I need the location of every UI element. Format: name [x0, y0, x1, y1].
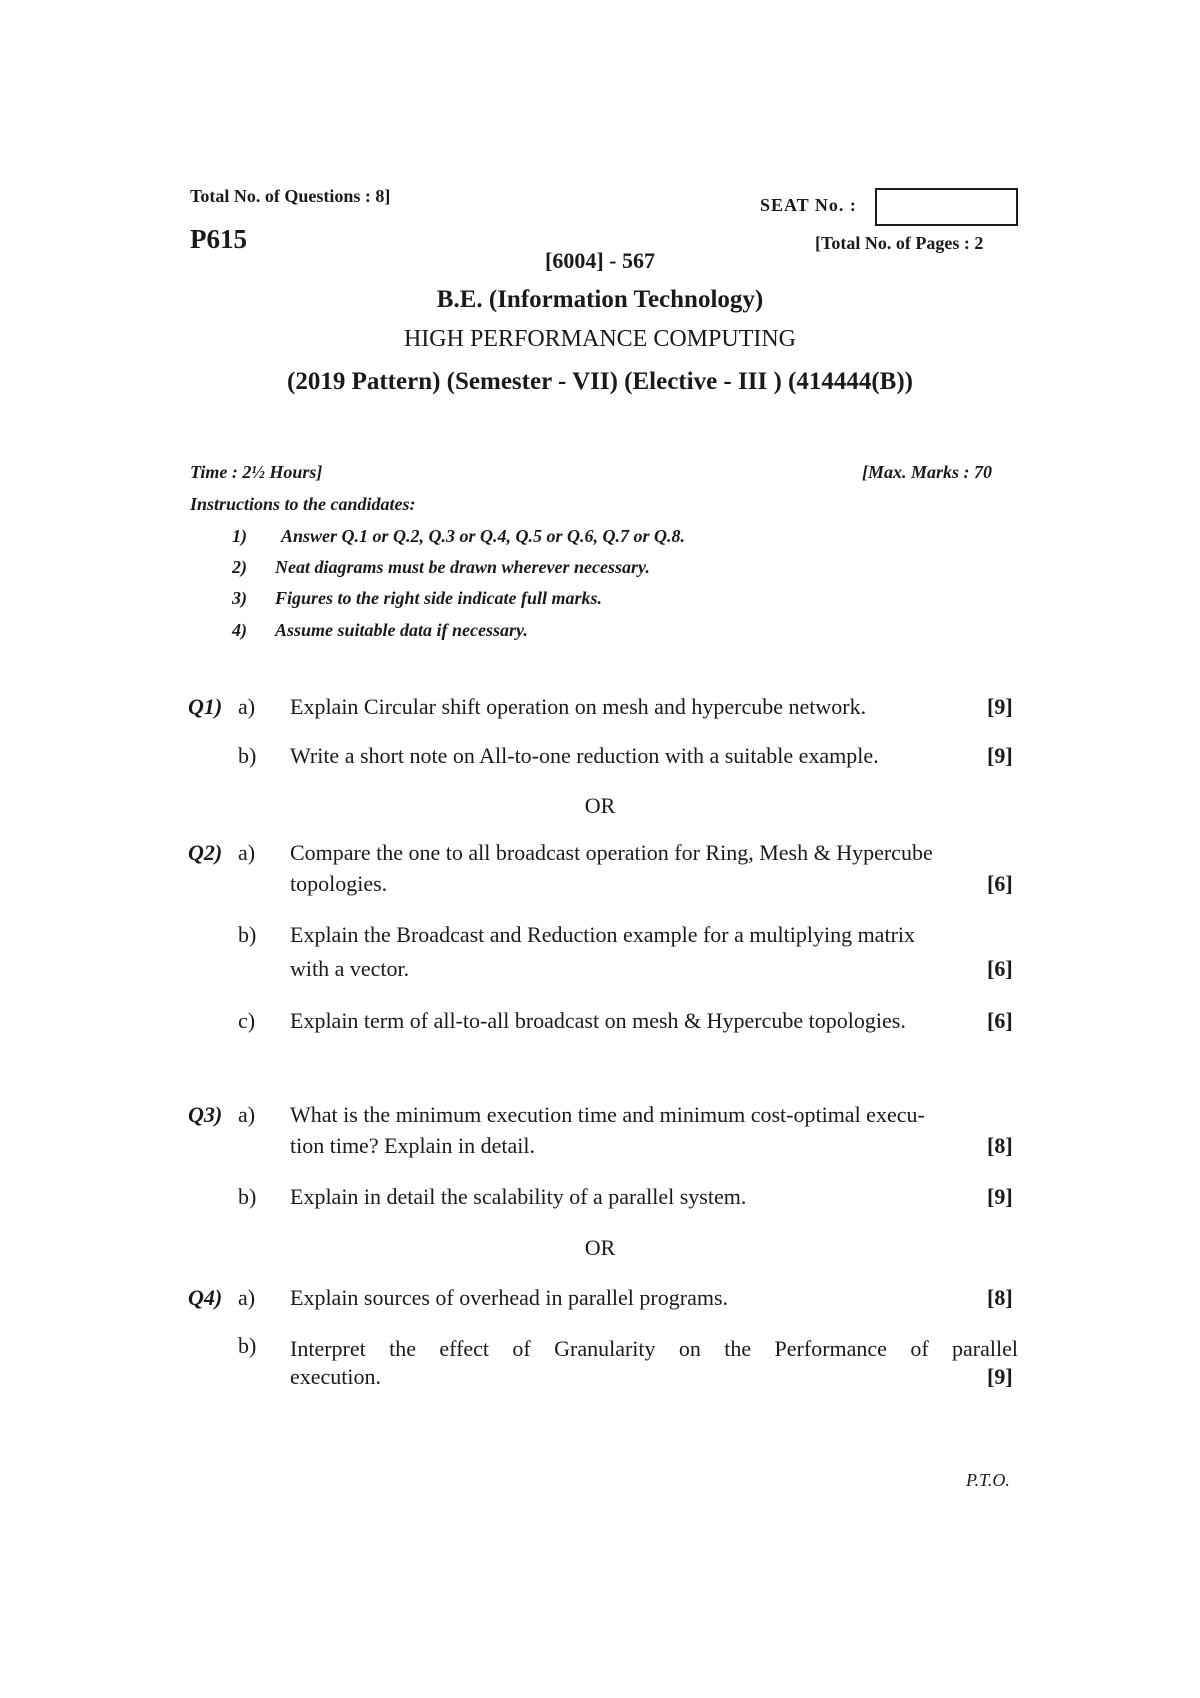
- question-text: Explain in detail the scalability of a parallel system.: [290, 1184, 747, 1209]
- subject-title: HIGH PERFORMANCE COMPUTING: [403, 326, 797, 352]
- question-text-continued: with a vector.: [290, 956, 410, 981]
- paper-code: P615: [190, 224, 247, 254]
- instruction-number: 1): [232, 526, 247, 546]
- total-questions: Total No. of Questions : 8]: [190, 186, 391, 206]
- instruction-number: 2): [232, 557, 247, 577]
- subquestion-label: b): [238, 1333, 257, 1358]
- total-pages: [Total No. of Pages : 2: [815, 233, 984, 253]
- question-text: Compare the one to all broadcast operation for Ring, Mesh & Hypercube: [290, 840, 933, 865]
- subquestion-label: c): [238, 1008, 256, 1033]
- seat-label: SEAT No. :: [760, 195, 857, 215]
- question-text: Explain the Broadcast and Reduction example for a multiplying matrix: [290, 922, 916, 947]
- question-marks: [6]: [987, 871, 1013, 896]
- instruction-item: Assume suitable data if necessary.: [275, 620, 528, 640]
- subquestion-label: b): [238, 743, 257, 768]
- please-turn-over: P.T.O.: [966, 1470, 1010, 1490]
- question-marks: [9]: [987, 1364, 1013, 1389]
- question-marks: [9]: [987, 1184, 1013, 1209]
- or-separator: OR: [584, 1235, 616, 1260]
- subquestion-label: a): [238, 1102, 256, 1127]
- instruction-item: Answer Q.1 or Q.2, Q.3 or Q.4, Q.5 or Q.6, Q.7 or Q.8.: [281, 526, 686, 546]
- question-text: Explain term of all-to-all broadcast on mesh & Hypercube topologies.: [290, 1008, 906, 1033]
- question-marks: [8]: [987, 1133, 1013, 1158]
- subquestion-label: b): [238, 922, 257, 947]
- pattern-line: (2019 Pattern) (Semester - VII) (Elective - III ) (414444(B)): [287, 368, 913, 395]
- question-text: Explain Circular shift operation on mesh and hypercube network.: [290, 694, 867, 719]
- subquestion-label: b): [238, 1184, 257, 1209]
- instruction-item: Figures to the right side indicate full marks.: [275, 588, 603, 608]
- question-text: Write a short note on All-to-one reduction with a suitable example.: [290, 743, 879, 768]
- instruction-item: Neat diagrams must be drawn wherever necessary.: [275, 557, 650, 577]
- instruction-number: 4): [232, 620, 247, 640]
- degree-title: B.E. (Information Technology): [436, 286, 764, 313]
- question-text: Explain sources of overhead in parallel programs.: [290, 1285, 729, 1310]
- question-marks: [9]: [987, 743, 1013, 768]
- question-marks: [6]: [987, 956, 1013, 981]
- seat-number-box: [875, 188, 1018, 226]
- or-separator: OR: [584, 793, 616, 818]
- question-label-q3: Q3): [188, 1102, 223, 1127]
- question-marks: [8]: [987, 1285, 1013, 1310]
- question-label-q1: Q1): [188, 694, 223, 719]
- subquestion-label: a): [238, 840, 256, 865]
- question-text-continued: execution.: [290, 1364, 382, 1389]
- time-duration: Time : 2½ Hours]: [190, 462, 323, 482]
- question-text: What is the minimum execution time and minimum cost-optimal execu-: [290, 1102, 925, 1127]
- question-marks: [6]: [987, 1008, 1013, 1033]
- instructions-heading: Instructions to the candidates:: [190, 494, 416, 514]
- question-label-q2: Q2): [188, 840, 223, 865]
- subquestion-label: a): [238, 1285, 256, 1310]
- subquestion-label: a): [238, 694, 256, 719]
- exam-code: [6004] - 567: [545, 248, 655, 273]
- question-text-continued: topologies.: [290, 871, 388, 896]
- instruction-number: 3): [232, 588, 247, 608]
- question-label-q4: Q4): [188, 1285, 223, 1310]
- question-text-continued: tion time? Explain in detail.: [290, 1133, 535, 1158]
- max-marks: [Max. Marks : 70: [862, 462, 993, 482]
- question-text: Interpret the effect of Granularity on the Performance of parallel: [290, 1336, 1018, 1361]
- question-marks: [9]: [987, 694, 1013, 719]
